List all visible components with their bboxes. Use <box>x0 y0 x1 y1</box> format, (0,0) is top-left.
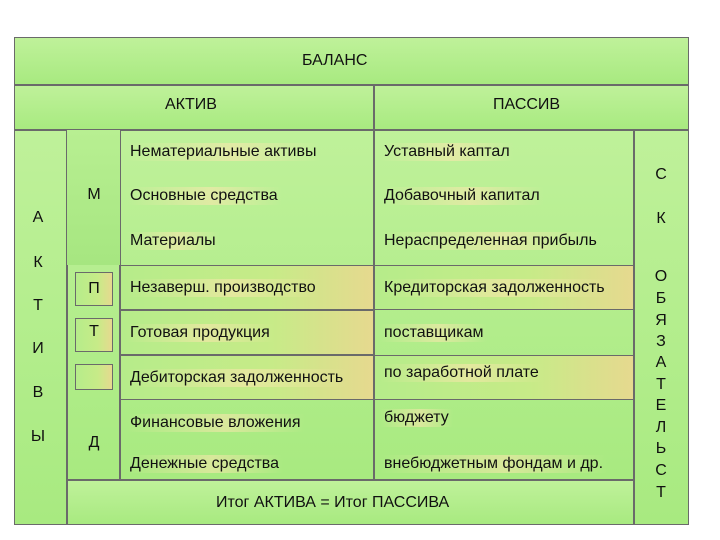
aktiv-letter: Ы <box>30 428 46 445</box>
group-cell-blank <box>75 364 113 390</box>
aktiv-item: Финансовые вложения <box>126 414 305 432</box>
ob-letter: С <box>655 462 667 479</box>
aktiv-letter: В <box>32 384 44 401</box>
aktiv-item: Готовая продукция <box>126 324 274 342</box>
passiv-header: ПАССИВ <box>493 96 561 113</box>
aktiv-letter: И <box>32 340 44 357</box>
aktiv-header: АКТИВ <box>165 96 217 113</box>
ob-letter: Т <box>656 376 666 393</box>
ob-letter: Л <box>655 419 667 436</box>
aktiv-item: Материалы <box>126 232 220 250</box>
page-title: БАЛАНС <box>302 52 368 69</box>
sk-letter: С <box>655 166 667 183</box>
passiv-item: Добавочный капитал <box>380 187 544 205</box>
aktiv-item: Денежные средства <box>126 455 283 473</box>
aktiv-letter: А <box>32 209 44 226</box>
aktiv-letter: Т <box>33 297 43 314</box>
ob-letter: Я <box>655 312 667 329</box>
ob-letter: Б <box>655 290 667 307</box>
passiv-item: Уставный каптал <box>380 143 514 161</box>
passiv-item: Кредиторская задолженность <box>380 279 609 297</box>
aktiv-item: Основные средства <box>126 187 282 205</box>
aktiv-letter: К <box>33 254 43 271</box>
group-letter-t: Т <box>89 323 99 340</box>
passiv-item: поставщикам <box>380 324 487 342</box>
aktiv-vertical-cell <box>14 130 67 525</box>
ob-letter: Е <box>655 397 667 414</box>
group-letter-m: М <box>87 186 101 203</box>
group-letter-d: Д <box>88 434 100 451</box>
group-letter-p: П <box>88 280 100 297</box>
sk-letter: К <box>656 210 666 227</box>
ob-letter: З <box>656 333 666 350</box>
aktiv-item: Незаверш. производство <box>126 279 320 297</box>
ob-letter: Т <box>656 484 666 501</box>
ob-letter: А <box>655 354 667 371</box>
passiv-item: внебюджетным фондам и др. <box>380 455 607 473</box>
ob-letter: Ь <box>655 440 667 457</box>
aktiv-item: Дебиторская задолженность <box>126 369 347 387</box>
aktiv-item: Нематериальные активы <box>126 143 320 161</box>
footer-text: Итог АКТИВА = Итог ПАССИВА <box>216 494 450 511</box>
ob-letter: О <box>654 268 668 285</box>
passiv-item: Нераспределенная прибыль <box>380 232 601 250</box>
passiv-item: по заработной плате <box>380 364 543 382</box>
passiv-item: бюджету <box>380 409 453 427</box>
